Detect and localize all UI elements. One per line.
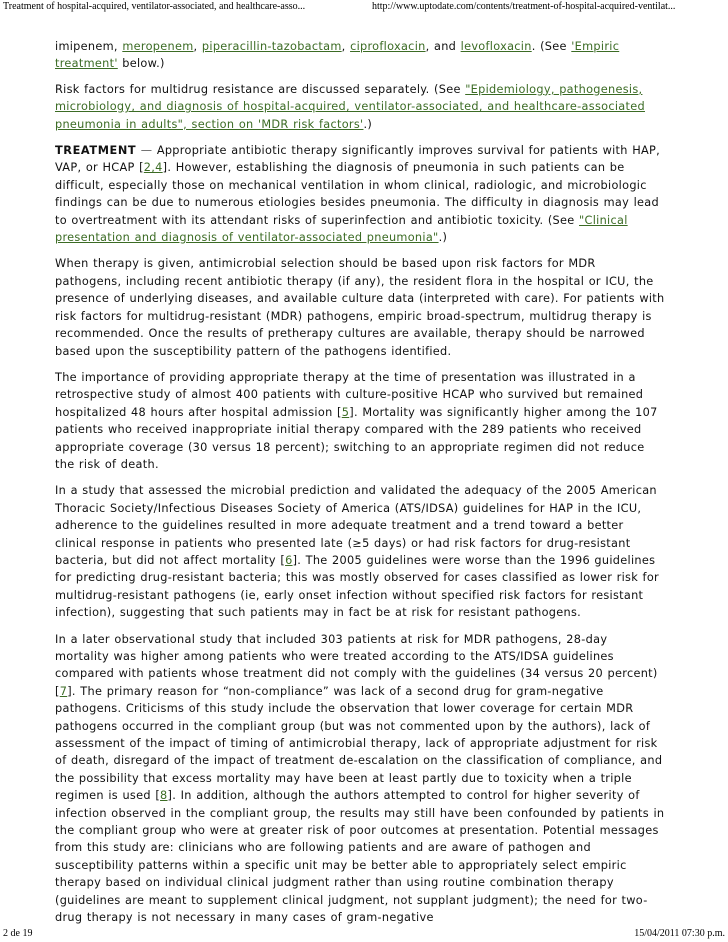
link-empiric-treatment[interactable]: 'Empiric treatment': [55, 40, 620, 71]
text: ]. However, establishing the diagnosis of pneumonia in such patients can be difficult, especially those on mechanical ventilation in whom clinical, radiologic, and microbiologic findings can be due to numerous etiologies besides pneumonia. The difficulty in diagnosis may lead to overtreatment with its attendant risks of superinfection and antibiotic toxicity. (See: [55, 161, 659, 227]
text: In a study that assessed the microbial prediction and validated the adequacy of the 2005 American Thoracic Society/Infectious Diseases Society of America (ATS/IDSA) guidelines for HAP in the ICU, adherence to the guidelines resulted in more adequate treatment and a trend toward a better clinical response in patients who presented late (≥5 days) or had risk factors for drug-resistant bacteria, but did not affect mortality [: [55, 484, 657, 567]
link-ciprofloxacin[interactable]: ciprofloxacin: [350, 40, 426, 53]
reference-link[interactable]: 6: [285, 553, 293, 567]
text: .): [363, 117, 373, 131]
paragraph-antimicrobial-selection: [55, 255, 665, 359]
paragraph-observational-study: [55, 631, 665, 927]
article-body: [55, 38, 665, 936]
text: Risk factors for multidrug resistance are discussed separately. (See: [55, 82, 466, 96]
text: ]. The primary reason for “non-compliance” was lack of a second drug for gram-negative pathogens. Criticisms of this study include the observation that lower coverage for certain MDR pathogens occurred in the compliant group (but was not commented upon by the authors), lack of assessment of the impact of timing of antimicrobial therapy, lack of appropriate adjustment for risk of death, disregard of the impact of treatment de-escalation on the classification of compliance, and the possibility that excess mortality may have been at least partly due to toxicity when a triple regimen is used [: [55, 684, 663, 803]
text: ,: [193, 40, 202, 53]
link-levofloxacin[interactable]: levofloxacin: [460, 40, 532, 53]
text: , and: [425, 40, 461, 53]
print-header-url: http://www.uptodate.com/contents/treatment-of-hospital-acquired-ventilat...: [372, 1, 676, 12]
section-label: TREATMENT: [55, 144, 137, 158]
text: below.): [117, 57, 165, 71]
link-epidemiology-mdr-risk-factors[interactable]: "Epidemiology, pathogenesis, microbiology, and diagnosis of hospital-acquired, ventilator-associated, and healthcare-associated pneumonia in adults", section on 'MDR risk factors': [55, 82, 645, 131]
text: .): [438, 231, 448, 245]
text: In a later observational study that included 303 patients at risk for MDR pathogens, 28-day mortality was higher among patients who were treated according to the ATS/IDSA guidelines compared with patients whose treatment did not comply with the guidelines (34 versus 20 percent) [: [55, 632, 658, 698]
link-piperacillin-tazobactam[interactable]: piperacillin-tazobactam: [201, 40, 342, 53]
text: ,: [341, 40, 351, 53]
paragraph-ats-idsa-study: [55, 482, 665, 621]
em-dash: —: [136, 144, 157, 158]
reference-link[interactable]: 2,4: [143, 161, 163, 175]
print-footer-datetime: 15/04/2011 07:30 p.m.: [634, 928, 725, 939]
text: When therapy is given, antimicrobial selection should be based upon risk factors for MDR pathogens, including recent antibiotic therapy (if any), the resident flora in the hospital or ICU, the presence of underlying diseases, and available culture data (interpreted with care). For patients with risk factors for multidrug-resistant (MDR) pathogens, empiric broad-spectrum, multidrug therapy is recommended. Once the results of pretherapy cultures are available, therapy should be narrowed based upon the susceptibility pattern of the pathogens identified.: [55, 257, 665, 358]
paragraph-drug-list: [55, 38, 665, 73]
reference-link[interactable]: 5: [341, 405, 350, 419]
text: ]. In addition, although the authors attempted to control for higher severity of infection observed in the compliant group, the results may still have been confounded by patients in the compliant group who were at greater risk of poor outcomes at presentation. Potential messages from this study are: clinicians who are following patients and are aware of pathogen and susceptibility patterns within a specific unit may be better able to appropriately select empiric therapy based on individual clinical judgment rather than using routine combination therapy (guidelines are meant to supplement clinical judgment, not supplant judgment); the need for two-drug therapy is not necessary in many cases of gram-negative: [55, 789, 665, 925]
paragraph-appropriate-therapy: [55, 369, 665, 473]
link-clinical-presentation-vap[interactable]: "Clinical presentation and diagnosis of ventilator-associated pneumonia": [55, 213, 628, 245]
text: ]. Mortality was significantly higher among the 107 patients who received inappropriate initial therapy compared with the 289 patients who received appropriate coverage (30 versus 18 percent); switching to an appropriate regimen did not reduce the risk of death.: [55, 405, 658, 471]
reference-link[interactable]: 7: [59, 684, 68, 698]
paragraph-risk-factors: [55, 81, 665, 133]
reference-link[interactable]: 8: [160, 789, 168, 803]
text: The importance of providing appropriate therapy at the time of presentation was illustrated in a retrospective study of almost 400 patients with culture-positive HCAP who survived but remained hospitalized 48 hours after hospital admission [: [55, 370, 644, 419]
text: imipenem,: [55, 40, 123, 53]
print-header-title: Treatment of hospital-acquired, ventilator-associated, and healthcare-asso...: [3, 1, 306, 12]
text: Appropriate antibiotic therapy significantly improves survival for patients with HAP, VAP, or HCAP [: [55, 144, 661, 175]
link-meropenem[interactable]: meropenem: [122, 40, 194, 53]
text: ]. The 2005 guidelines were worse than the 1996 guidelines for predicting drug-resistant bacteria; this was mostly observed for cases classified as lower risk for multidrug-resistant pathogens (ie, early onset infection without specified risk factors for resistant infection), suggesting that such patients may in fact be at risk for resistant pathogens.: [55, 553, 659, 620]
text: . (See: [531, 40, 572, 53]
print-footer-page: 2 de 19: [3, 928, 33, 939]
paragraph-treatment: [55, 142, 665, 246]
